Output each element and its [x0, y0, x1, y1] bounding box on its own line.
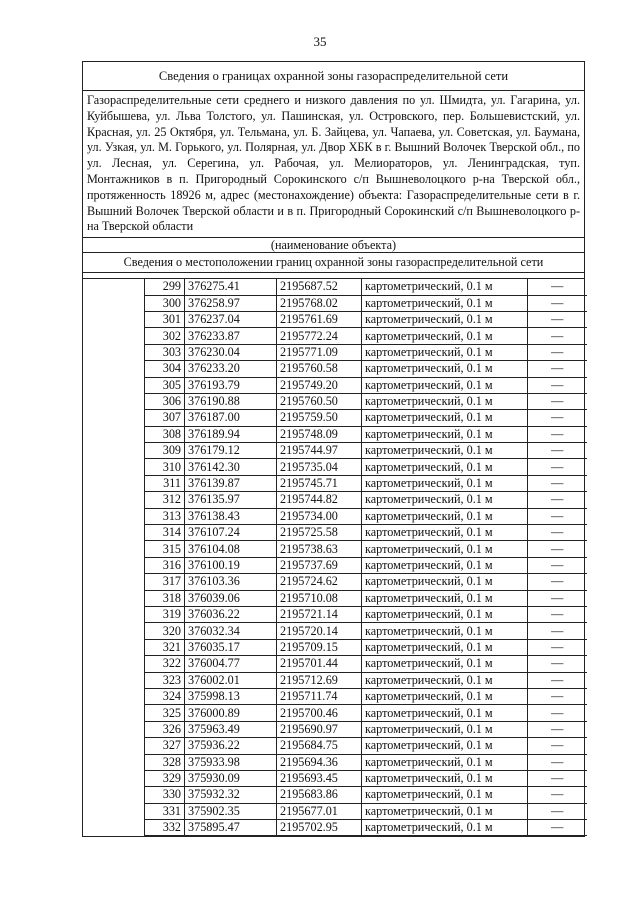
- point-number: 331: [145, 803, 185, 819]
- table-row: [145, 492, 587, 508]
- error-note: —: [528, 279, 587, 295]
- coordinate-y: 2195768.02: [277, 295, 362, 311]
- coordinate-y: 2195709.15: [277, 639, 362, 655]
- coordinate-y: 2195694.36: [277, 754, 362, 770]
- error-note: —: [528, 787, 587, 803]
- coordinate-y: 2195771.09: [277, 344, 362, 360]
- determination-method: картометрический, 0.1 м: [362, 688, 528, 704]
- coordinate-y: 2195690.97: [277, 721, 362, 737]
- point-number: 299: [145, 279, 185, 295]
- point-number: 310: [145, 459, 185, 475]
- boundary-document: [82, 61, 585, 837]
- location-title: Сведения о местоположении границ охранной зоны газораспределительной сети: [83, 252, 584, 273]
- determination-method: картометрический, 0.1 м: [362, 475, 528, 491]
- coordinate-y: 2195683.86: [277, 787, 362, 803]
- coordinate-y: 2195677.01: [277, 803, 362, 819]
- table-row: [145, 770, 587, 786]
- point-number: 309: [145, 443, 185, 459]
- determination-method: картометрический, 0.1 м: [362, 820, 528, 836]
- coordinate-y: 2195725.58: [277, 525, 362, 541]
- determination-method: картометрический, 0.1 м: [362, 770, 528, 786]
- table-row: [145, 311, 587, 327]
- point-number: 303: [145, 344, 185, 360]
- table-row: [145, 279, 587, 295]
- point-number: 319: [145, 606, 185, 622]
- coordinate-y: 2195735.04: [277, 459, 362, 475]
- error-note: —: [528, 475, 587, 491]
- coordinate-y: 2195760.50: [277, 393, 362, 409]
- error-note: —: [528, 623, 587, 639]
- coordinate-x: 376035.17: [185, 639, 277, 655]
- error-note: —: [528, 426, 587, 442]
- coordinate-y: 2195759.50: [277, 410, 362, 426]
- point-number: 323: [145, 672, 185, 688]
- coordinate-y: 2195710.08: [277, 590, 362, 606]
- determination-method: картометрический, 0.1 м: [362, 639, 528, 655]
- determination-method: картометрический, 0.1 м: [362, 541, 528, 557]
- determination-method: картометрический, 0.1 м: [362, 623, 528, 639]
- point-number: 324: [145, 688, 185, 704]
- determination-method: картометрический, 0.1 м: [362, 590, 528, 606]
- error-note: —: [528, 754, 587, 770]
- table-row: [145, 672, 587, 688]
- point-number: 330: [145, 787, 185, 803]
- determination-method: картометрический, 0.1 м: [362, 410, 528, 426]
- error-note: —: [528, 574, 587, 590]
- coordinate-y: 2195760.58: [277, 361, 362, 377]
- determination-method: картометрический, 0.1 м: [362, 311, 528, 327]
- point-number: 313: [145, 508, 185, 524]
- coordinate-x: 376190.88: [185, 393, 277, 409]
- error-note: —: [528, 688, 587, 704]
- coordinate-y: 2195702.95: [277, 820, 362, 836]
- table-row: [145, 393, 587, 409]
- coordinate-x: 376107.24: [185, 525, 277, 541]
- coordinate-x: 375932.32: [185, 787, 277, 803]
- page-number: 35: [313, 34, 327, 49]
- table-row: [145, 525, 587, 541]
- point-number: 325: [145, 705, 185, 721]
- section-heading: Сведения о границах охранной зоны газораспределительной сети: [83, 62, 584, 91]
- coordinate-x: 376100.19: [185, 557, 277, 573]
- coordinate-x: 375933.98: [185, 754, 277, 770]
- determination-method: картометрический, 0.1 м: [362, 361, 528, 377]
- point-number: 311: [145, 475, 185, 491]
- coordinate-x: 376138.43: [185, 508, 277, 524]
- determination-method: картометрический, 0.1 м: [362, 508, 528, 524]
- determination-method: картометрический, 0.1 м: [362, 606, 528, 622]
- determination-method: картометрический, 0.1 м: [362, 721, 528, 737]
- coordinate-y: 2195761.69: [277, 311, 362, 327]
- table-row: [145, 410, 587, 426]
- error-note: —: [528, 525, 587, 541]
- coordinate-y: 2195687.52: [277, 279, 362, 295]
- coordinate-x: 376103.36: [185, 574, 277, 590]
- error-note: —: [528, 459, 587, 475]
- table-row: [145, 443, 587, 459]
- point-number: 314: [145, 525, 185, 541]
- coordinate-x: 376233.87: [185, 328, 277, 344]
- error-note: —: [528, 672, 587, 688]
- point-number: 306: [145, 393, 185, 409]
- coordinate-x: 376179.12: [185, 443, 277, 459]
- coordinate-x: 376189.94: [185, 426, 277, 442]
- coordinate-y: 2195693.45: [277, 770, 362, 786]
- table-row: [145, 590, 587, 606]
- error-note: —: [528, 443, 587, 459]
- coordinate-y: 2195745.71: [277, 475, 362, 491]
- determination-method: картометрический, 0.1 м: [362, 328, 528, 344]
- coordinate-y: 2195701.44: [277, 656, 362, 672]
- error-note: —: [528, 639, 587, 655]
- determination-method: картометрический, 0.1 м: [362, 426, 528, 442]
- table-row: [145, 328, 587, 344]
- table-row: [145, 361, 587, 377]
- coordinate-y: 2195711.74: [277, 688, 362, 704]
- point-number: 322: [145, 656, 185, 672]
- error-note: —: [528, 803, 587, 819]
- table-row: [145, 705, 587, 721]
- determination-method: картометрический, 0.1 м: [362, 344, 528, 360]
- determination-method: картометрический, 0.1 м: [362, 377, 528, 393]
- determination-method: картометрический, 0.1 м: [362, 525, 528, 541]
- point-number: 305: [145, 377, 185, 393]
- determination-method: картометрический, 0.1 м: [362, 557, 528, 573]
- coordinate-x: 375902.35: [185, 803, 277, 819]
- coordinate-x: 376000.89: [185, 705, 277, 721]
- point-number: 301: [145, 311, 185, 327]
- coordinate-x: 376036.22: [185, 606, 277, 622]
- error-note: —: [528, 557, 587, 573]
- determination-method: картометрический, 0.1 м: [362, 492, 528, 508]
- error-note: —: [528, 311, 587, 327]
- coordinate-x: 376275.41: [185, 279, 277, 295]
- coordinate-y: 2195724.62: [277, 574, 362, 590]
- table-row: [145, 557, 587, 573]
- table-row: [145, 426, 587, 442]
- coordinate-x: 376039.06: [185, 590, 277, 606]
- table-row: [145, 803, 587, 819]
- error-note: —: [528, 705, 587, 721]
- error-note: —: [528, 492, 587, 508]
- table-row: [145, 787, 587, 803]
- determination-method: картометрический, 0.1 м: [362, 738, 528, 754]
- error-note: —: [528, 770, 587, 786]
- table-row: [145, 541, 587, 557]
- table-row: [145, 754, 587, 770]
- coordinate-y: 2195720.14: [277, 623, 362, 639]
- error-note: —: [528, 410, 587, 426]
- coordinate-y: 2195744.82: [277, 492, 362, 508]
- point-number: 327: [145, 738, 185, 754]
- error-note: —: [528, 541, 587, 557]
- coordinate-x: 376237.04: [185, 311, 277, 327]
- coordinate-y: 2195700.46: [277, 705, 362, 721]
- table-row: [145, 344, 587, 360]
- coordinate-y: 2195748.09: [277, 426, 362, 442]
- table-row: [145, 639, 587, 655]
- coordinate-x: 375936.22: [185, 738, 277, 754]
- coordinate-x: 376233.20: [185, 361, 277, 377]
- coordinate-y: 2195684.75: [277, 738, 362, 754]
- error-note: —: [528, 738, 587, 754]
- point-number: 304: [145, 361, 185, 377]
- coordinate-x: 375930.09: [185, 770, 277, 786]
- coordinate-x: 376258.97: [185, 295, 277, 311]
- error-note: —: [528, 820, 587, 836]
- point-number: 320: [145, 623, 185, 639]
- coordinate-y: 2195737.69: [277, 557, 362, 573]
- table-row: [145, 688, 587, 704]
- determination-method: картометрический, 0.1 м: [362, 705, 528, 721]
- determination-method: картометрический, 0.1 м: [362, 754, 528, 770]
- determination-method: картометрический, 0.1 м: [362, 574, 528, 590]
- error-note: —: [528, 377, 587, 393]
- determination-method: картометрический, 0.1 м: [362, 803, 528, 819]
- coordinate-y: 2195772.24: [277, 328, 362, 344]
- point-number: 328: [145, 754, 185, 770]
- coordinate-x: 376032.34: [185, 623, 277, 639]
- table-row: [145, 623, 587, 639]
- table-row: [145, 377, 587, 393]
- table-row: [145, 606, 587, 622]
- determination-method: картометрический, 0.1 м: [362, 459, 528, 475]
- object-name-caption: (наименование объекта): [83, 237, 584, 252]
- point-number: 317: [145, 574, 185, 590]
- table-row: [145, 508, 587, 524]
- error-note: —: [528, 656, 587, 672]
- coordinate-x: 376193.79: [185, 377, 277, 393]
- point-number: 308: [145, 426, 185, 442]
- error-note: —: [528, 590, 587, 606]
- determination-method: картометрический, 0.1 м: [362, 295, 528, 311]
- point-number: 332: [145, 820, 185, 836]
- point-number: 318: [145, 590, 185, 606]
- point-number: 302: [145, 328, 185, 344]
- object-description: Газораспределительные сети среднего и низкого давления по ул. Шмидта, ул. Гагарина, ул. Куйбышева, ул. Льва Толстого, ул. Пашинская, ул. Островского, пер. Большевистский, ул. Красная, ул. 25 Октября, ул. Тельмана, ул. Б. Зайцева, ул. Чапаева, ул. Советская, ул. Баумана, ул. Узкая, ул. М. Горького, ул. Полярная, ул. Двор ХБК в г. Вышний Волочек Тверской обл., по ул. Лесная, ул. Серегина, ул. Рабочая, ул. Мелиораторов, ул. Ленинградская, туп. Монтажников в п. Пригородный Сорокинского с/п Вышневолоцкого р-на Тверской обл., протяженность 18926 м, адрес (местонахождение) объекта: Газораспределительные сети в г. Вышний Волочек Тверской области и в п. Пригородный Сорокинский с/п Вышневолоцкого р-на Тверской области: [87, 93, 580, 234]
- table-row: [145, 820, 587, 836]
- determination-method: картометрический, 0.1 м: [362, 672, 528, 688]
- coordinate-y: 2195744.97: [277, 443, 362, 459]
- error-note: —: [528, 606, 587, 622]
- coordinate-x: 376004.77: [185, 656, 277, 672]
- determination-method: картометрический, 0.1 м: [362, 656, 528, 672]
- point-number: 312: [145, 492, 185, 508]
- coordinate-x: 376230.04: [185, 344, 277, 360]
- coordinate-x: 376135.97: [185, 492, 277, 508]
- coordinate-x: 376139.87: [185, 475, 277, 491]
- coordinate-y: 2195734.00: [277, 508, 362, 524]
- point-number: 300: [145, 295, 185, 311]
- coordinate-x: 376187.00: [185, 410, 277, 426]
- error-note: —: [528, 361, 587, 377]
- coordinate-x: 376142.30: [185, 459, 277, 475]
- table-row: [145, 295, 587, 311]
- table-row: [145, 574, 587, 590]
- coordinate-x: 376002.01: [185, 672, 277, 688]
- coordinate-y: 2195738.63: [277, 541, 362, 557]
- error-note: —: [528, 393, 587, 409]
- table-row: [145, 475, 587, 491]
- table-row: [145, 656, 587, 672]
- determination-method: картометрический, 0.1 м: [362, 787, 528, 803]
- table-row: [145, 738, 587, 754]
- coordinates-table: [144, 279, 587, 836]
- error-note: —: [528, 508, 587, 524]
- coordinate-y: 2195749.20: [277, 377, 362, 393]
- table-row: [145, 459, 587, 475]
- point-number: 329: [145, 770, 185, 786]
- point-number: 326: [145, 721, 185, 737]
- determination-method: картометрический, 0.1 м: [362, 279, 528, 295]
- table-row: [145, 721, 587, 737]
- determination-method: картометрический, 0.1 м: [362, 393, 528, 409]
- point-number: 315: [145, 541, 185, 557]
- point-number: 316: [145, 557, 185, 573]
- coordinate-x: 376104.08: [185, 541, 277, 557]
- coordinate-x: 375963.49: [185, 721, 277, 737]
- point-number: 321: [145, 639, 185, 655]
- point-number: 307: [145, 410, 185, 426]
- coordinate-x: 375998.13: [185, 688, 277, 704]
- coordinate-y: 2195712.69: [277, 672, 362, 688]
- coordinate-y: 2195721.14: [277, 606, 362, 622]
- error-note: —: [528, 295, 587, 311]
- error-note: —: [528, 328, 587, 344]
- determination-method: картометрический, 0.1 м: [362, 443, 528, 459]
- error-note: —: [528, 721, 587, 737]
- error-note: —: [528, 344, 587, 360]
- coordinate-x: 375895.47: [185, 820, 277, 836]
